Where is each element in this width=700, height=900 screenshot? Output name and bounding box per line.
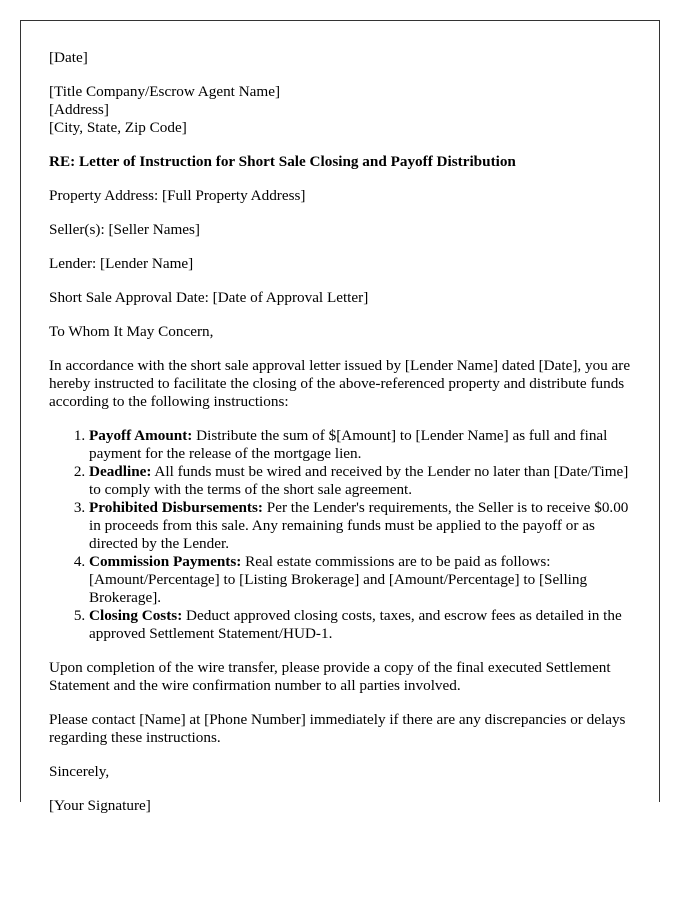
intro-paragraph: In accordance with the short sale approval letter issued by [Lender Name] dated [Date], you are hereby instructed to facilitate the closing of the above-referenced property and distribute funds according to the following instructions:	[49, 357, 631, 410]
instruction-text: Distribute the sum of $[Amount] to [Lender Name] as full and final payment for the release of the mortgage lien.	[89, 427, 608, 462]
instruction-text: All funds must be wired and received by the Lender no later than [Date/Time] to comply with the terms of the short sale agreement.	[89, 463, 629, 498]
instruction-item	[89, 553, 631, 607]
contact-paragraph: Please contact [Name] at [Phone Number] immediately if there are any discrepancies or delays regarding these instructions.	[49, 711, 626, 746]
subject-line: RE: Letter of Instruction for Short Sale Closing and Payoff Distribution	[49, 153, 516, 170]
closing: Sincerely,	[49, 763, 110, 780]
recipient-address: [Address]	[49, 101, 109, 118]
lender: Lender: [Lender Name]	[49, 255, 194, 272]
instruction-item	[89, 499, 631, 553]
approval-date: Short Sale Approval Date: [Date of Approval Letter]	[49, 289, 369, 306]
instruction-title: Commission Payments:	[89, 553, 242, 570]
instruction-title: Closing Costs:	[89, 607, 183, 624]
instruction-text: Deduct approved closing costs, taxes, and escrow fees as detailed in the approved Settlement Statement/HUD-1.	[89, 607, 622, 642]
property-address: Property Address: [Full Property Address]	[49, 187, 306, 204]
instruction-title: Payoff Amount:	[89, 427, 193, 444]
instruction-item	[89, 427, 631, 463]
instruction-title: Deadline:	[89, 463, 152, 480]
instructions-list	[49, 427, 631, 643]
recipient-name: [Title Company/Escrow Agent Name]	[49, 83, 281, 100]
instruction-title: Prohibited Disbursements:	[89, 499, 263, 516]
letter-date: [Date]	[49, 49, 88, 66]
letter-page	[20, 20, 660, 814]
completion-paragraph: Upon completion of the wire transfer, please provide a copy of the final executed Settlement Statement and the wire confirmation number to all parties involved.	[49, 659, 611, 694]
recipient-block	[49, 83, 631, 137]
recipient-city-state-zip: [City, State, Zip Code]	[49, 119, 187, 136]
instruction-item	[89, 607, 631, 643]
instruction-item	[89, 463, 631, 499]
salutation: To Whom It May Concern,	[49, 323, 214, 340]
sellers: Seller(s): [Seller Names]	[49, 221, 200, 238]
letter-content	[21, 21, 659, 815]
instruction-text: Per the Lender's requirements, the Seller is to receive $0.00 in proceeds from this sale. Any remaining funds must be applied to the payoff or as directed by the Lender.	[89, 499, 629, 552]
signature: [Your Signature]	[49, 797, 151, 814]
instruction-text: Real estate commissions are to be paid as follows: [Amount/Percentage] to [Listing Brokerage] and [Amount/Percentage] to [Selling Brokerage].	[89, 553, 588, 606]
